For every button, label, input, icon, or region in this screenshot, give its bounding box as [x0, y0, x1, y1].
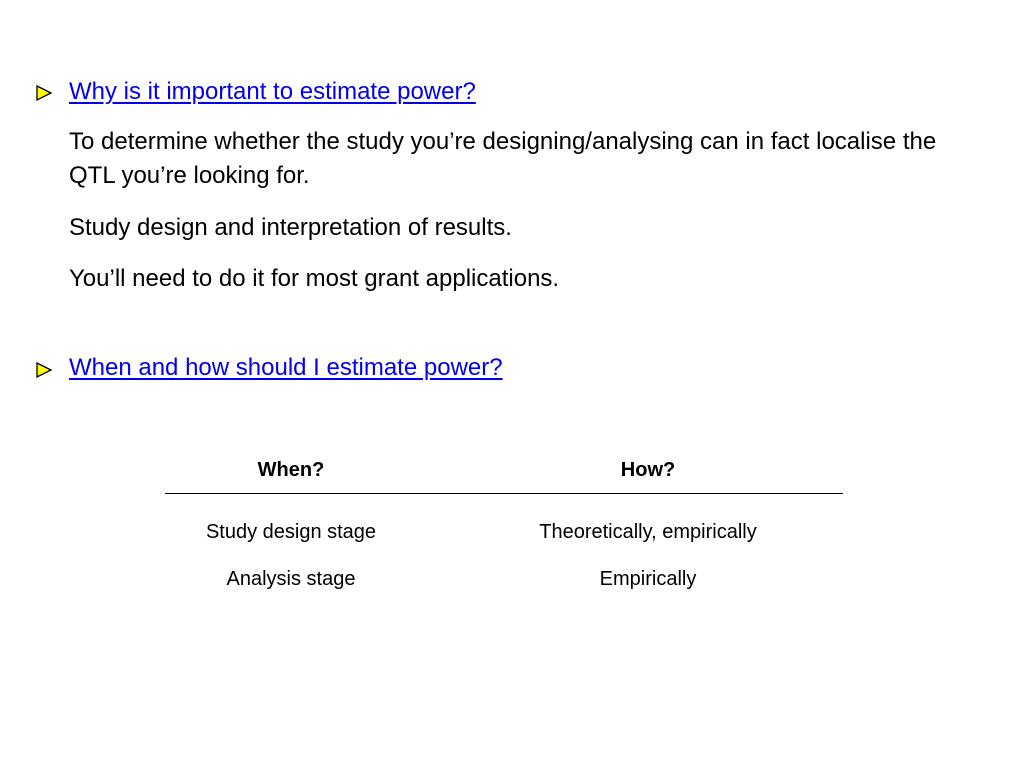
paragraph-determine-study: To determine whether the study you’re designing/analysing can in fact localise the QTL you’re looking for. — [69, 128, 937, 189]
table-cell-row2-when: Analysis stage — [226, 568, 356, 590]
paragraph-grant-applications: You’ll need to do it for most grant applications. — [69, 265, 560, 292]
table-header-when: When? — [257, 459, 325, 481]
bullet-2-marker — [33, 359, 55, 381]
paragraph-study-design: Study design and interpretation of results. — [69, 214, 512, 241]
table-cell-row1-when: Study design stage — [205, 521, 377, 543]
triangle-right-icon — [33, 82, 55, 104]
table-cell-row2-how: Empirically — [599, 568, 697, 590]
table-header-rule — [165, 493, 843, 494]
table-cell-row1-how: Theoretically, empirically — [539, 521, 757, 543]
bullet-1-marker — [33, 82, 55, 104]
triangle-right-icon — [33, 359, 55, 381]
table-header-how: How? — [620, 459, 676, 481]
why-estimate-power-link[interactable]: Why is it important to estimate power? — [69, 78, 476, 105]
when-how-estimate-power-link[interactable]: When and how should I estimate power? — [69, 354, 503, 381]
